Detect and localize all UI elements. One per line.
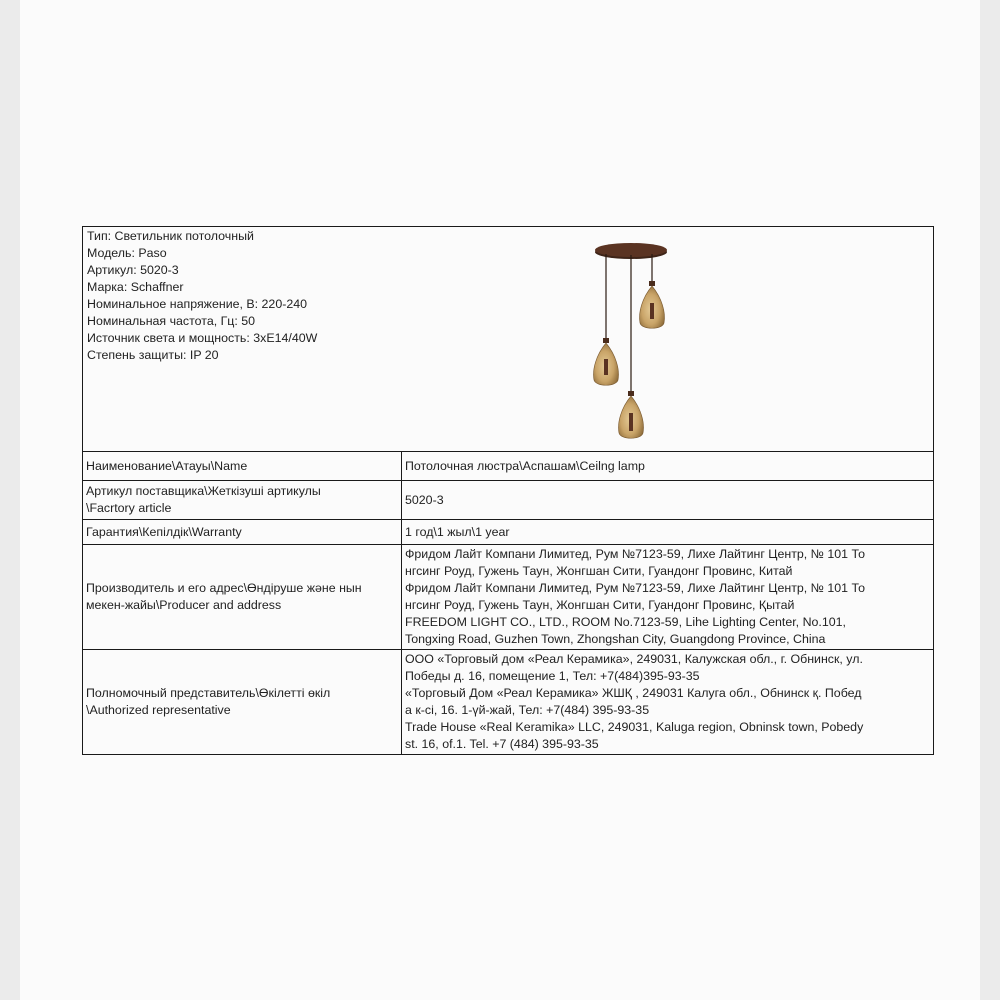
producer-address-line: Tongxing Road, Guzhen Town, Zhongshan City, Guangdong Province, China: [405, 632, 826, 646]
article-value: 5020-3: [402, 481, 934, 520]
spec-brand: Марка: Schaffner: [87, 280, 184, 294]
warranty-value: 1 год\1 жыл\1 year: [402, 520, 934, 545]
pendant-lamp-icon: [588, 235, 668, 450]
name-value: Потолочная люстра\Аспашам\Ceilng lamp: [402, 452, 934, 481]
article-row: [83, 481, 934, 520]
producer-row: [83, 545, 934, 650]
representative-address-line: а к-сі, 16. 1-үй-жай, Тел: +7(484) 395-93-35: [405, 703, 650, 717]
representative-row: [83, 650, 934, 755]
representative-value: [402, 650, 934, 755]
representative-label-line: \Authorized representative: [86, 703, 231, 717]
producer-label-line: мекен-жайы\Producer and address: [86, 598, 282, 612]
spec-voltage: Номинальное напряжение, В: 220-240: [87, 297, 308, 311]
spec-protection: Степень защиты: IP 20: [87, 348, 219, 362]
spec-article: Артикул: 5020-3: [87, 263, 179, 277]
representative-address-line: Победы д. 16, помещение 1, Тел: +7(484)395-93-35: [405, 669, 700, 683]
representative-address-line: ООО «Торговый дом «Реал Керамика», 249031, Калужская обл., г. Обнинск, ул.: [405, 652, 863, 666]
representative-address-line: st. 16, of.1. Tel. +7 (484) 395-93-35: [405, 737, 599, 751]
spec-model: Модель: Paso: [87, 246, 167, 260]
producer-label-line: Производитель и его адрес\Өндіруше және нын: [86, 581, 362, 595]
representative-label: [83, 650, 402, 755]
article-label-line: Артикул поставщика\Жеткізуші артикулы: [86, 484, 321, 498]
spec-frequency: Номинальная частота, Гц: 50: [87, 314, 256, 328]
producer-value: [402, 545, 934, 650]
spec-light-source: Источник света и мощность: 3xE14/40W: [87, 331, 318, 345]
spec-type: Тип: Светильник потолочный: [87, 229, 254, 243]
spec-row: [83, 227, 934, 452]
producer-address-line: нгсинг Роуд, Гужень Таун, Жонгшан Сити, Гуандонг Провинс, Қытай: [405, 598, 795, 612]
producer-address-line: FREEDOM LIGHT CO., LTD., ROOM No.7123-59, Lihe Lighting Center, No.101,: [405, 615, 846, 629]
producer-address-line: Фридом Лайт Компани Лимитед, Рум №7123-59, Лихе Лайтинг Центр, № 101 То: [405, 547, 865, 561]
article-label: [83, 481, 402, 520]
spec-list: [87, 228, 317, 364]
name-label: Наименование\Атауы\Name: [83, 452, 402, 481]
producer-address-line: нгсинг Роуд, Гужень Таун, Жонгшан Сити, Гуандонг Провинс, Китай: [405, 564, 793, 578]
spec-cell: [83, 227, 934, 452]
representative-address-line: «Торговый Дом «Реал Керамика» ЖШҚ , 249031 Калуга обл., Обнинск қ. Побед: [405, 686, 862, 700]
article-label-line: \Facrtory article: [86, 501, 172, 515]
producer-label: [83, 545, 402, 650]
representative-address-line: Trade House «Real Keramika» LLC, 249031, Kaluga region, Obninsk town, Pobedy: [405, 720, 864, 734]
warranty-row: [83, 520, 934, 545]
producer-address-line: Фридом Лайт Компани Лимитед, Рум №7123-59, Лихе Лайтинг Центр, № 101 То: [405, 581, 865, 595]
product-label-table: [82, 226, 934, 755]
representative-label-line: Полномочный представитель\Өкілетті өкіл: [86, 686, 331, 700]
name-row: [83, 452, 934, 481]
warranty-label: Гарантия\Кепілдік\Warranty: [83, 520, 402, 545]
